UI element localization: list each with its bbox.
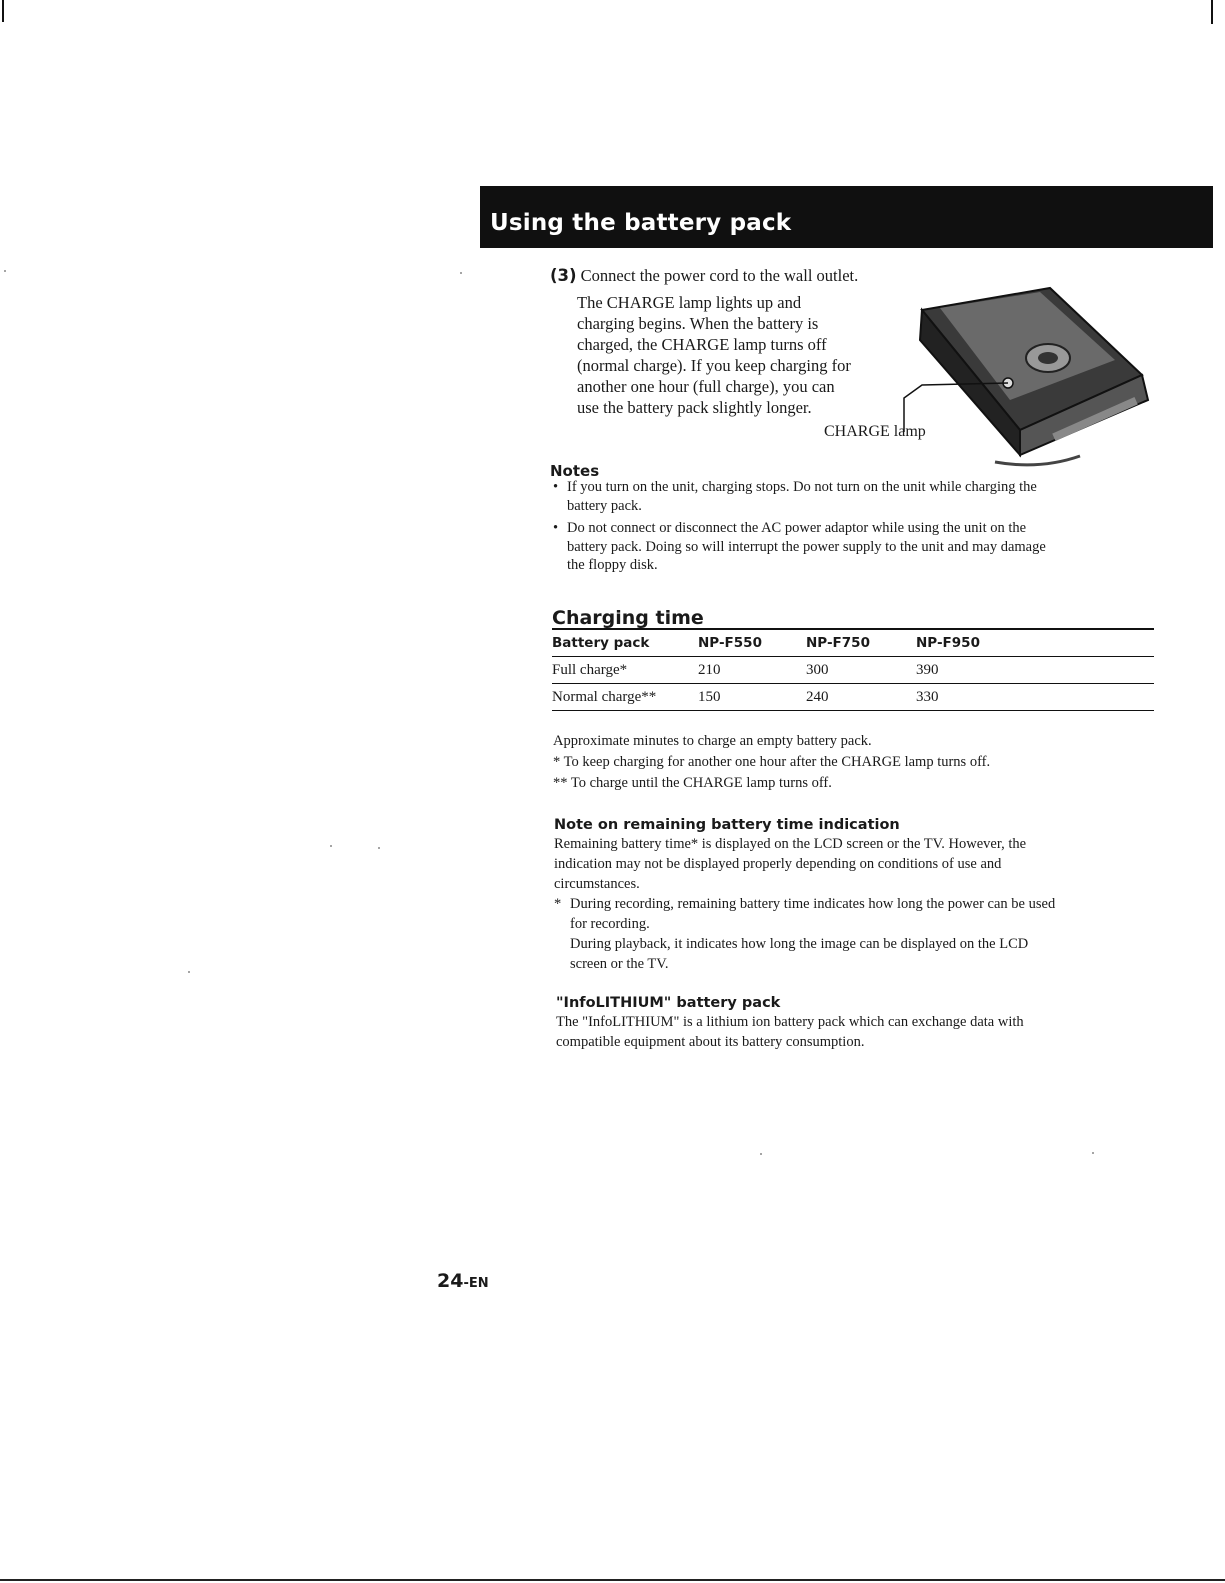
notes-heading: Notes — [550, 462, 600, 480]
step-line: The CHARGE lamp lights up and — [577, 293, 802, 312]
step-line: use the battery pack slightly longer. — [577, 398, 812, 417]
remaining-time-footnote — [554, 894, 1170, 974]
scan-edge-right — [1211, 0, 1213, 24]
note-line: Do not connect or disconnect the AC power adaptor while using the unit on the — [567, 520, 1027, 536]
note-line: battery pack. Doing so will interrupt the power supply to the unit and may damage — [567, 538, 1046, 555]
scan-speck — [188, 971, 190, 973]
body-line: The "InfoLITHIUM" is a lithium ion battery pack which can exchange data with — [556, 1014, 1024, 1030]
charging-notes — [553, 731, 1153, 794]
step-line: (normal charge). If you keep charging for — [577, 356, 851, 375]
remaining-time-heading: Note on remaining battery time indication — [554, 817, 900, 833]
footnote-line: screen or the TV. — [570, 956, 669, 972]
footnote: ** To charge until the CHARGE lamp turns off. — [553, 775, 832, 791]
body-line: Remaining battery time* is displayed on the LCD screen or the TV. However, the — [554, 836, 1027, 852]
column-header: NP-F750 — [806, 629, 916, 657]
scan-speck — [4, 270, 6, 272]
note-line: battery pack. — [567, 497, 642, 514]
table-cell: 300 — [806, 657, 916, 684]
footnote-mark: * — [554, 896, 562, 912]
table-header-row — [552, 629, 1154, 657]
step-number: (3) — [550, 266, 577, 285]
footnote-line: During playback, it indicates how long the image can be displayed on the LCD — [570, 936, 1029, 952]
infolithium-body — [556, 1012, 1156, 1052]
remaining-time-body — [554, 834, 1154, 894]
table-cell: 240 — [806, 684, 916, 711]
body-line: compatible equipment about its battery consumption. — [556, 1034, 865, 1050]
step-line: charged, the CHARGE lamp turns off — [577, 335, 827, 354]
body-line: indication may not be displayed properly depending on conditions of use and — [554, 856, 1002, 872]
step-description — [577, 292, 887, 418]
column-header: NP-F950 — [916, 629, 1154, 657]
table-row — [552, 684, 1154, 711]
scan-speck — [1092, 1152, 1094, 1154]
note-line: If you turn on the unit, charging stops. Do not turn on the unit while charging the — [567, 479, 1037, 495]
page-number — [437, 1270, 489, 1292]
scan-edge-left — [2, 0, 4, 22]
device-illustration — [900, 280, 1155, 475]
column-header: NP-F550 — [698, 629, 806, 657]
step-heading — [550, 266, 858, 286]
step-line: another one hour (full charge), you can — [577, 377, 835, 396]
scan-speck — [760, 1153, 762, 1155]
scan-speck — [330, 845, 332, 847]
step-line: charging begins. When the battery is — [577, 314, 819, 333]
charging-time-table — [552, 628, 1154, 711]
page-number-value: 24 — [437, 1270, 464, 1292]
scan-speck — [460, 272, 462, 274]
note-line: the floppy disk. — [567, 557, 658, 573]
scan-edge-bottom — [0, 1579, 1225, 1581]
charging-time-title: Charging time — [552, 607, 704, 629]
page-title: Using the battery pack — [490, 210, 792, 236]
note-item — [550, 519, 1145, 575]
note-item — [550, 478, 1145, 515]
table-cell: Full charge* — [552, 657, 698, 684]
table-cell: Normal charge** — [552, 684, 698, 711]
table-cell: 150 — [698, 684, 806, 711]
page-number-suffix: -EN — [463, 1276, 489, 1291]
illustration-caption: CHARGE lamp — [824, 423, 926, 440]
bullet-icon: • — [553, 479, 559, 495]
step-heading-text: Connect the power cord to the wall outlet. — [580, 266, 859, 285]
table-cell: 390 — [916, 657, 1154, 684]
infolithium-heading: "InfoLITHIUM" battery pack — [556, 995, 781, 1011]
footnote-line: for recording. — [570, 916, 650, 932]
table-row — [552, 657, 1154, 684]
footnote-line: During recording, remaining battery time indicates how long the power can be used — [570, 896, 1056, 912]
charging-summary: Approximate minutes to charge an empty battery pack. — [553, 733, 872, 749]
body-line: circumstances. — [554, 876, 640, 892]
table-cell: 210 — [698, 657, 806, 684]
scan-speck — [378, 847, 380, 849]
section-header-banner — [480, 186, 1213, 248]
bullet-icon: • — [553, 520, 559, 536]
table-cell: 330 — [916, 684, 1154, 711]
footnote: * To keep charging for another one hour after the CHARGE lamp turns off. — [553, 754, 991, 770]
column-header: Battery pack — [552, 629, 698, 657]
notes-list — [550, 478, 1145, 579]
